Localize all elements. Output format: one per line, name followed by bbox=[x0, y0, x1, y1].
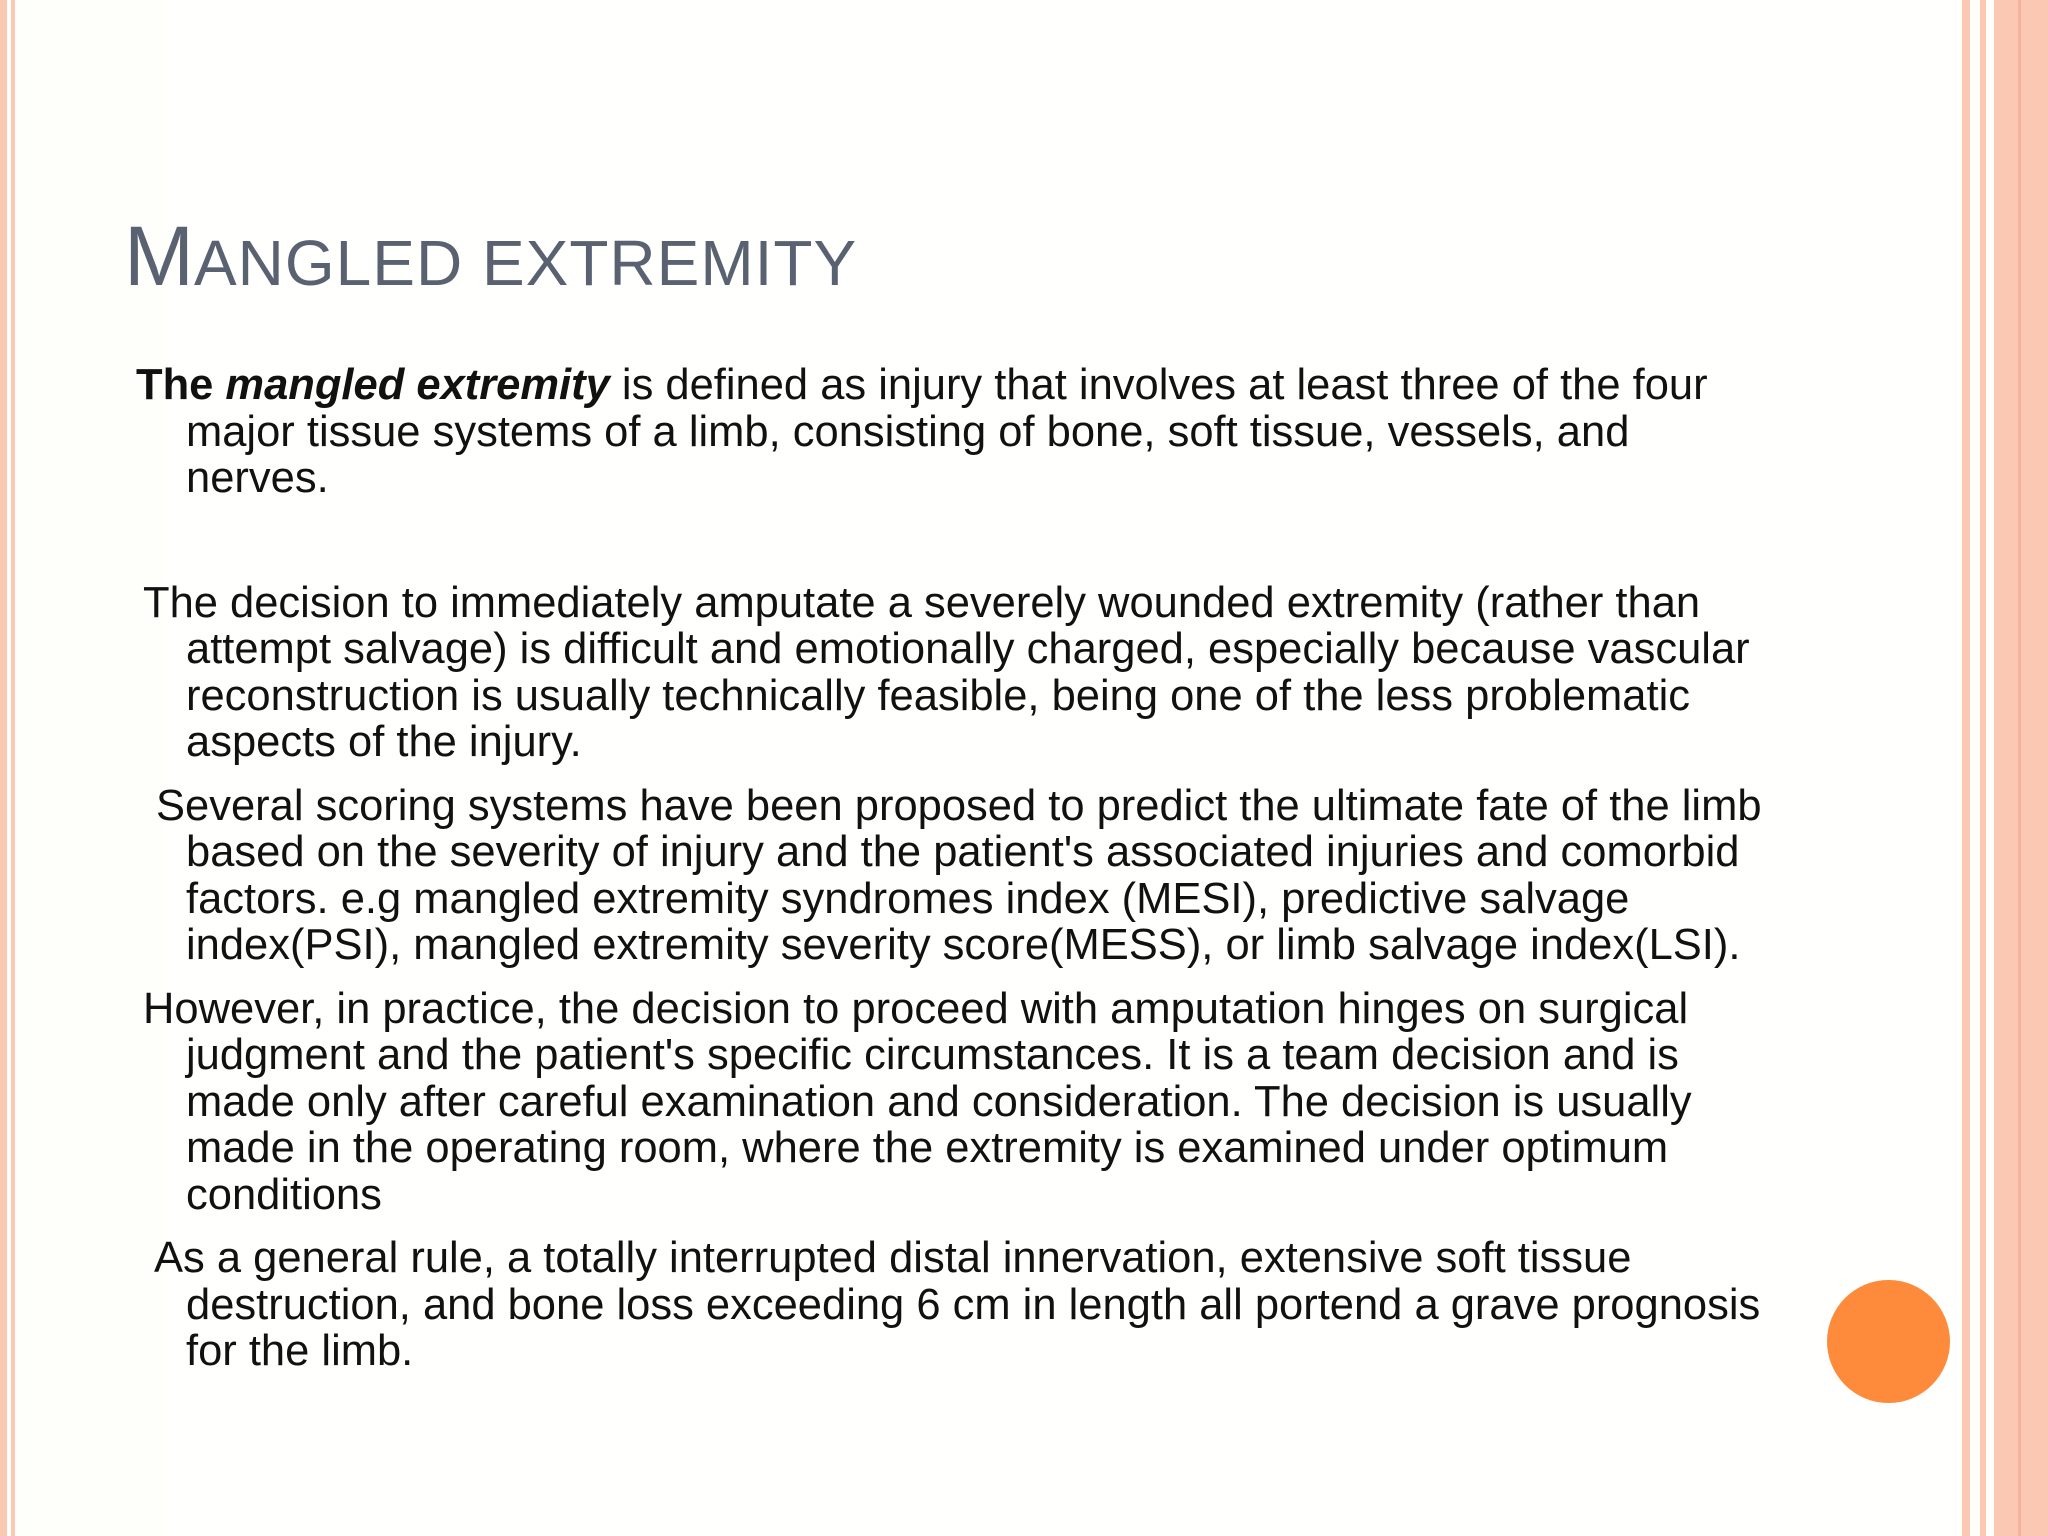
right-frame-line bbox=[2018, 0, 2021, 1536]
paragraph-definition bbox=[136, 362, 1776, 502]
paragraph-general-rule: As a general rule, a totally interrupted distal innervation, extensive soft tissue destruction, and bone loss exceeding 6 cm in length all portend a grave prognosis for the limb. bbox=[154, 1234, 1761, 1375]
definition-term: mangled extremity bbox=[225, 361, 610, 409]
slide-title-initial: M bbox=[124, 209, 194, 303]
right-frame-band bbox=[1994, 0, 2048, 1536]
paragraph-scoring-systems: Several scoring systems have been proposed to predict the ultimate fate of the limb based on the severity of injury and the patient's associated injuries and comorbid factors. e.g mangled extremity syndromes index (MESI), predictive salvage index(PSI), mangled extremity severity score(MESS), or limb salvage index(LSI). bbox=[156, 781, 1762, 969]
paragraph-amputation-decision: The decision to immediately amputate a severely wounded extremity (rather than attempt salvage) is difficult and emotionally charged, especially because vascular reconstruction is usually technically feasible, being one of the less problematic aspects of the injury. bbox=[143, 578, 1750, 766]
right-frame-stripe bbox=[1962, 0, 1970, 1536]
left-frame-stripe-thin bbox=[11, 0, 15, 1536]
definition-text: is defined as injury that involves at least three of the four major tissue systems of a limb, consisting of bone, soft tissue, vessels, and nerves. bbox=[186, 361, 1708, 502]
definition-lead: The bbox=[136, 361, 226, 409]
slide-title bbox=[124, 209, 858, 303]
right-frame-gap bbox=[1970, 0, 1980, 1536]
slide-body bbox=[136, 362, 1776, 1375]
paragraph-surgical-judgment: However, in practice, the decision to proceed with amputation hinges on surgical judgment and the patient's specific circumstances. It is a team decision and is made only after careful examination and consideration. The decision is usually made in the operating room, where the extremity is examined under optimum conditions bbox=[143, 984, 1692, 1219]
slide-title-rest: ANGLED EXTREMITY bbox=[193, 227, 858, 299]
left-frame-stripe bbox=[0, 0, 7, 1536]
right-frame-gap-2 bbox=[1986, 0, 1994, 1536]
orange-circle-decoration bbox=[1827, 1280, 1950, 1403]
